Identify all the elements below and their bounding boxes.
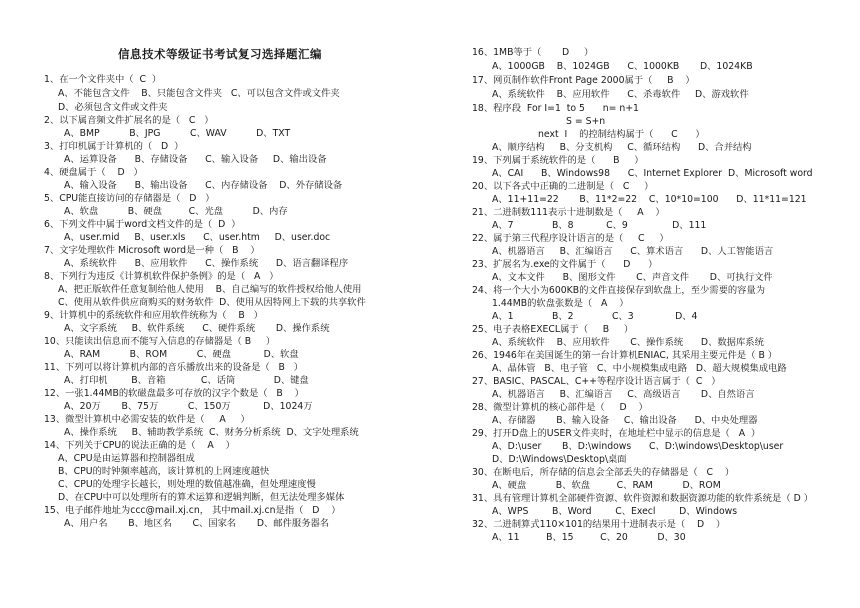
- question-stem-line: 23、扩展名为.exe的文件属于（ D ）: [472, 259, 658, 270]
- question-stem-line: 31、具有管理计算机全部硬件资源、软件资源和数据资源功能的软件系统是（ D ）: [472, 493, 813, 504]
- question-stem-line: 28、微型计算机的核心部件是（ D ）: [472, 402, 648, 413]
- question-options-line: next I 的控制结构属于（ C ）: [538, 129, 705, 140]
- question-options-line: B、CPU的时钟频率越高，该计算机的上网速度越快: [58, 466, 270, 477]
- question-stem-line: 9、计算机中的系统软件和应用软件统称为（ B ）: [44, 310, 263, 321]
- question-stem-line: 11、下列可以将计算机内部的音乐播放出来的设备是（ B ）: [44, 362, 304, 373]
- question-options-line: A、文字系统 B、软件系统 C、硬件系统 D、操作系统: [64, 323, 330, 334]
- question-options-line: A、输入设备 B、输出设备 C、内存储设备 D、外存储设备: [64, 180, 343, 191]
- question-stem-line: 6、下列文件中属于word文档文件的是（ D ）: [44, 219, 241, 230]
- question-stem-line: 20、以下各式中正确的二进制是（ C ）: [472, 181, 654, 192]
- question-options-line: A、文本文件 B、图形文件 C、声音文件 D、可执行文件: [492, 272, 773, 283]
- question-options-line: A、user.mid B、user.xls C、user.htm D、user.doc: [64, 232, 331, 243]
- question-stem-line: 29、打开D盘上的USER文件夹时，在地址栏中显示的信息是（ A ）: [472, 428, 761, 439]
- question-stem-line: 8、下列行为违反《计算机软件保护条例》的是（ A ）: [44, 271, 279, 282]
- question-options-line: A、BMP B、JPG C、WAV D、TXT: [64, 128, 291, 139]
- question-stem-line: 15、电子邮件地址为ccc@mail.xj.cn， 其中mail.xj.cn是指（ D ）: [44, 505, 341, 516]
- question-options-line: A、机器语言 B、汇编语言 C、算术语言 D、人工智能语言: [492, 246, 774, 257]
- question-options-line: A、顺序结构 B、分支机构 C、循环结构 D、合并结构: [492, 142, 752, 153]
- question-stem-line: 12、一张1.44MB的软磁盘最多可存放的汉字个数是（ B ）: [44, 388, 304, 399]
- question-options-line: A、软盘 B、硬盘 C、光盘 D、内存: [64, 206, 288, 217]
- question-options-line: A、打印机 B、音箱 C、话筒 D、键盘: [64, 375, 309, 386]
- question-options-line: A、用户名 B、地区名 C、国家名 D、邮件服务器名: [64, 518, 330, 529]
- question-stem-line: 16、1MB等于（ D ）: [472, 47, 594, 58]
- question-stem-line: 30、在断电后，所存储的信息会全部丢失的存储器是（ C ）: [472, 467, 735, 478]
- question-options-line: C、CPU的处理字长越长，则处理的数值越准确，但处理速度慢: [58, 479, 316, 490]
- document-title: 信息技术等级证书考试复习选择题汇编: [118, 47, 322, 61]
- question-stem-line: 32、二进制算式110×101的结果用十进制表示是（ D ）: [472, 519, 726, 530]
- question-stem-line: 27、BASIC、PASCAL、C++等程序设计语言属于（ C ）: [472, 376, 721, 387]
- question-options-line: A、运算设备 B、存储设备 C、输入设备 D、输出设备: [64, 154, 327, 165]
- question-stem-line: 18、程序段 For I=1 to 5 n= n+1: [472, 103, 639, 114]
- question-options-line: A、不能包含文件 B、只能包含文件夹 C、可以包含文件或文件夹: [58, 88, 340, 99]
- question-options-line: D、D:\Windows\Desktop\桌面: [492, 454, 627, 465]
- question-options-line: A、系统软件 B、应用软件 C、杀毒软件 D、游戏软件: [492, 89, 749, 100]
- question-stem-line: 13、微型计算机中必需安装的软件是（ A ）: [44, 414, 250, 425]
- question-options-line: A、CPU是由运算器和控制器组成: [58, 453, 195, 464]
- question-stem-line: 14、下列关于CPU的说法正确的是（ A ）: [44, 440, 235, 451]
- question-options-line: A、机器语言 B、汇编语言 C、高级语言 D、自然语言: [492, 389, 755, 400]
- question-options-line: A、CAI B、Windows98 C、Internet Explorer D、Microsoft word: [492, 168, 813, 179]
- question-stem-line: 17、网页制作软件Front Page 2000属于（ B ）: [472, 75, 695, 86]
- question-options-line: 1.44MB的软盘张数是（ A ）: [492, 298, 629, 309]
- question-options-line: C、使用从软件供应商购买的财务软件 D、使用从因特网上下载的共享软件: [58, 297, 366, 308]
- question-options-line: A、系统软件 B、应用软件 C、操作系统 D、数据库系统: [492, 337, 764, 348]
- question-options-line: A、操作系统 B、辅助教学系统 C、财务分析系统 D、文字处理系统: [64, 427, 359, 438]
- question-options-line: A、晶体管 B、电子管 C、中小规模集成电路 D、超大规模集成电路: [492, 363, 787, 374]
- question-stem-line: 4、硬盘属于（ D ）: [44, 167, 143, 178]
- question-options-line: A、11 B、15 C、20 D、30: [492, 532, 686, 543]
- question-options-line: A、20万 B、75万 C、150万 D、1024万: [64, 401, 313, 412]
- question-options-line: A、系统软件 B、应用软件 C、操作系统 D、语言翻译程序: [64, 258, 349, 269]
- question-stem-line: 22、属于第三代程序设计语言的是（ C ）: [472, 233, 669, 244]
- question-stem-line: 10、只能读出信息而不能写入信息的存储器是（ B ）: [44, 336, 276, 347]
- question-stem-line: 25、电子表格EXECL属于（ B ）: [472, 324, 634, 335]
- question-stem-line: 3、打印机属于计算机的（ D ）: [44, 141, 184, 152]
- question-stem-line: 7、文字处理软件 Microsoft word是一种（ B ）: [44, 245, 260, 256]
- question-stem-line: 1、在一个文件夹中（ C ）: [44, 74, 162, 85]
- question-options-line: A、11+11=22 B、11*2=22 C、10*10=100 D、11*11=121: [492, 194, 807, 205]
- question-options-line: D、在CPU中可以处理所有的算术运算和逻辑判断，但无法处理多媒体: [58, 492, 345, 503]
- question-options-line: A、硬盘 B、软盘 C、RAM D、ROM: [492, 480, 721, 491]
- question-stem-line: 26、1946年在美国诞生的第一台计算机ENIAC, 其采用主要元件是（ B ）: [472, 350, 778, 361]
- question-options-line: A、RAM B、ROM C、硬盘 D、软盘: [64, 349, 299, 360]
- question-options-line: A、7 B、8 C、9 D、111: [492, 220, 707, 231]
- question-stem-line: 5、CPU能直接访问的存储器是（ D ）: [44, 193, 215, 204]
- question-options-line: S = S+n: [566, 116, 606, 127]
- question-stem-line: 21、二进制数111表示十进制数是（ A ）: [472, 207, 665, 218]
- question-options-line: A、把正版软件任意复制给他人使用 B、自己编写的软件授权给他人使用: [58, 284, 362, 295]
- question-stem-line: 24、将一个大小为600KB的文件直接保存到软盘上，至少需要的容量为: [472, 285, 766, 296]
- question-stem-line: 19、下列属于系统软件的是（ B ）: [472, 155, 644, 166]
- question-options-line: D、必须包含文件或文件夹: [58, 102, 168, 113]
- question-options-line: A、WPS B、Word C、Execl D、Windows: [492, 506, 738, 517]
- question-options-line: A、D:\user B、D:\windows C、D:\windows\Desktop\user: [492, 441, 784, 452]
- question-stem-line: 2、以下属音频文件扩展名的是（ C ）: [44, 115, 214, 126]
- question-options-line: A、1 B、2 C、3 D、4: [492, 311, 698, 322]
- question-options-line: A、1000GB B、1024GB C、1000KB D、1024KB: [492, 61, 753, 72]
- question-options-line: A、存储器 B、输入设备 C、输出设备 D、中央处理器: [492, 415, 758, 426]
